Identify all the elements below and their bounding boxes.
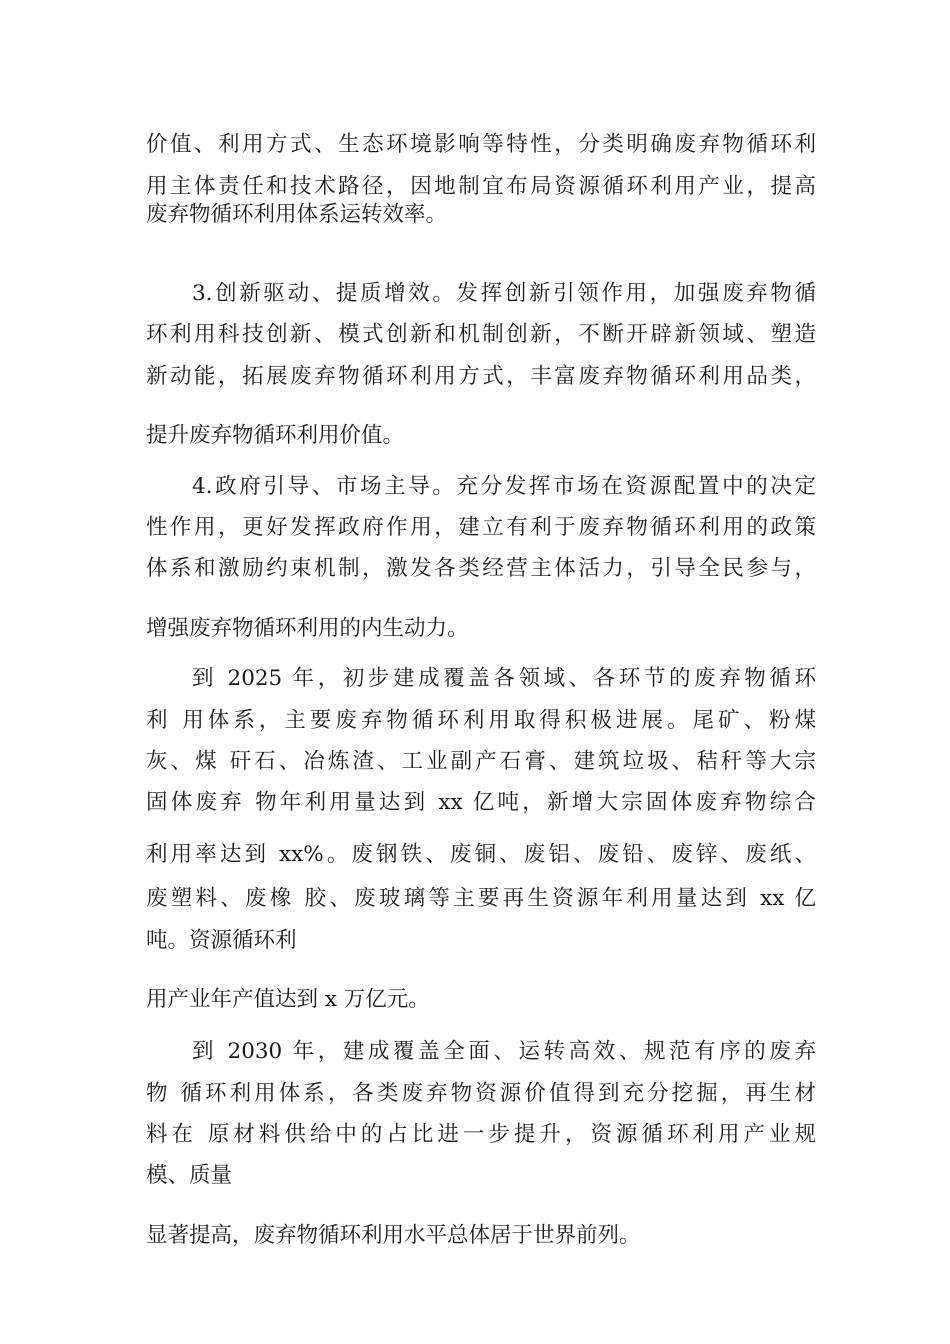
body-text-line: 提升废弃物循环利用价值。 (146, 423, 405, 448)
body-text-line: 用主体责任和技术路径，因地制宜布局资源循环利用产业，提高 (146, 174, 816, 199)
paragraph-heading-line: 4.政府引导、市场主导。充分发挥市场在资源配置中的决定 (192, 474, 816, 499)
body-text-line: 废塑料、废橡 胶、废玻璃等主要再生资源年利用量达到 xx 亿 (146, 886, 816, 911)
body-text-line: 模、质量 (146, 1163, 233, 1188)
body-text-line: 性作用，更好发挥政府作用，建立有利于废弃物循环利用的政策 (146, 515, 816, 540)
body-text-line: 用产业年产值达到 x 万亿元。 (146, 987, 430, 1012)
body-text-line: 增强废弃物循环利用的内生动力。 (146, 616, 469, 641)
body-text-line: 到 2030 年，建成覆盖全面、运转高效、规范有序的废弃 (192, 1039, 816, 1064)
body-text-line: 价值、利用方式、生态环境影响等特性，分类明确废弃物循环利 (146, 132, 816, 157)
body-text-line: 固体废弃 物年利用量达到 xx 亿吨，新增大宗固体废弃物综合 (146, 790, 816, 815)
body-text-line: 灰、煤 矸石、冶炼渣、工业副产石膏、建筑垃圾、秸秆等大宗 (146, 749, 816, 774)
body-text-line: 废弃物循环利用体系运转效率。 (146, 202, 448, 227)
body-text-line: 吨。资源循环利 (146, 928, 297, 953)
body-text-line: 新动能，拓展废弃物循环利用方式，丰富废弃物循环利用品类， (146, 364, 816, 389)
paragraph-heading-line: 3.创新驱动、提质增效。发挥创新引领作用，加强废弃物循 (192, 281, 816, 306)
body-text-line: 物 循环利用体系，各类废弃物资源价值得到充分挖掘，再生材 (146, 1081, 816, 1106)
body-text-line: 到 2025 年，初步建成覆盖各领域、各环节的废弃物循环 (192, 666, 816, 691)
body-text-line: 环利用科技创新、模式创新和机制创新，不断开辟新领域、塑造 (146, 322, 816, 347)
body-text-line: 利用率达到 xx%。废钢铁、废铜、废铝、废铅、废锌、废纸、 (146, 842, 816, 867)
body-text-line: 料在 原材料供给中的占比进一步提升，资源循环利用产业规 (146, 1122, 816, 1147)
body-text-line: 显著提高，废弃物循环利用水平总体居于世界前列。 (146, 1223, 641, 1248)
body-text-line: 体系和激励约束机制，激发各类经营主体活力，引导全民参与， (146, 556, 816, 581)
body-text-line: 利 用体系，主要废弃物循环利用取得积极进展。尾矿、粉煤 (146, 708, 816, 733)
